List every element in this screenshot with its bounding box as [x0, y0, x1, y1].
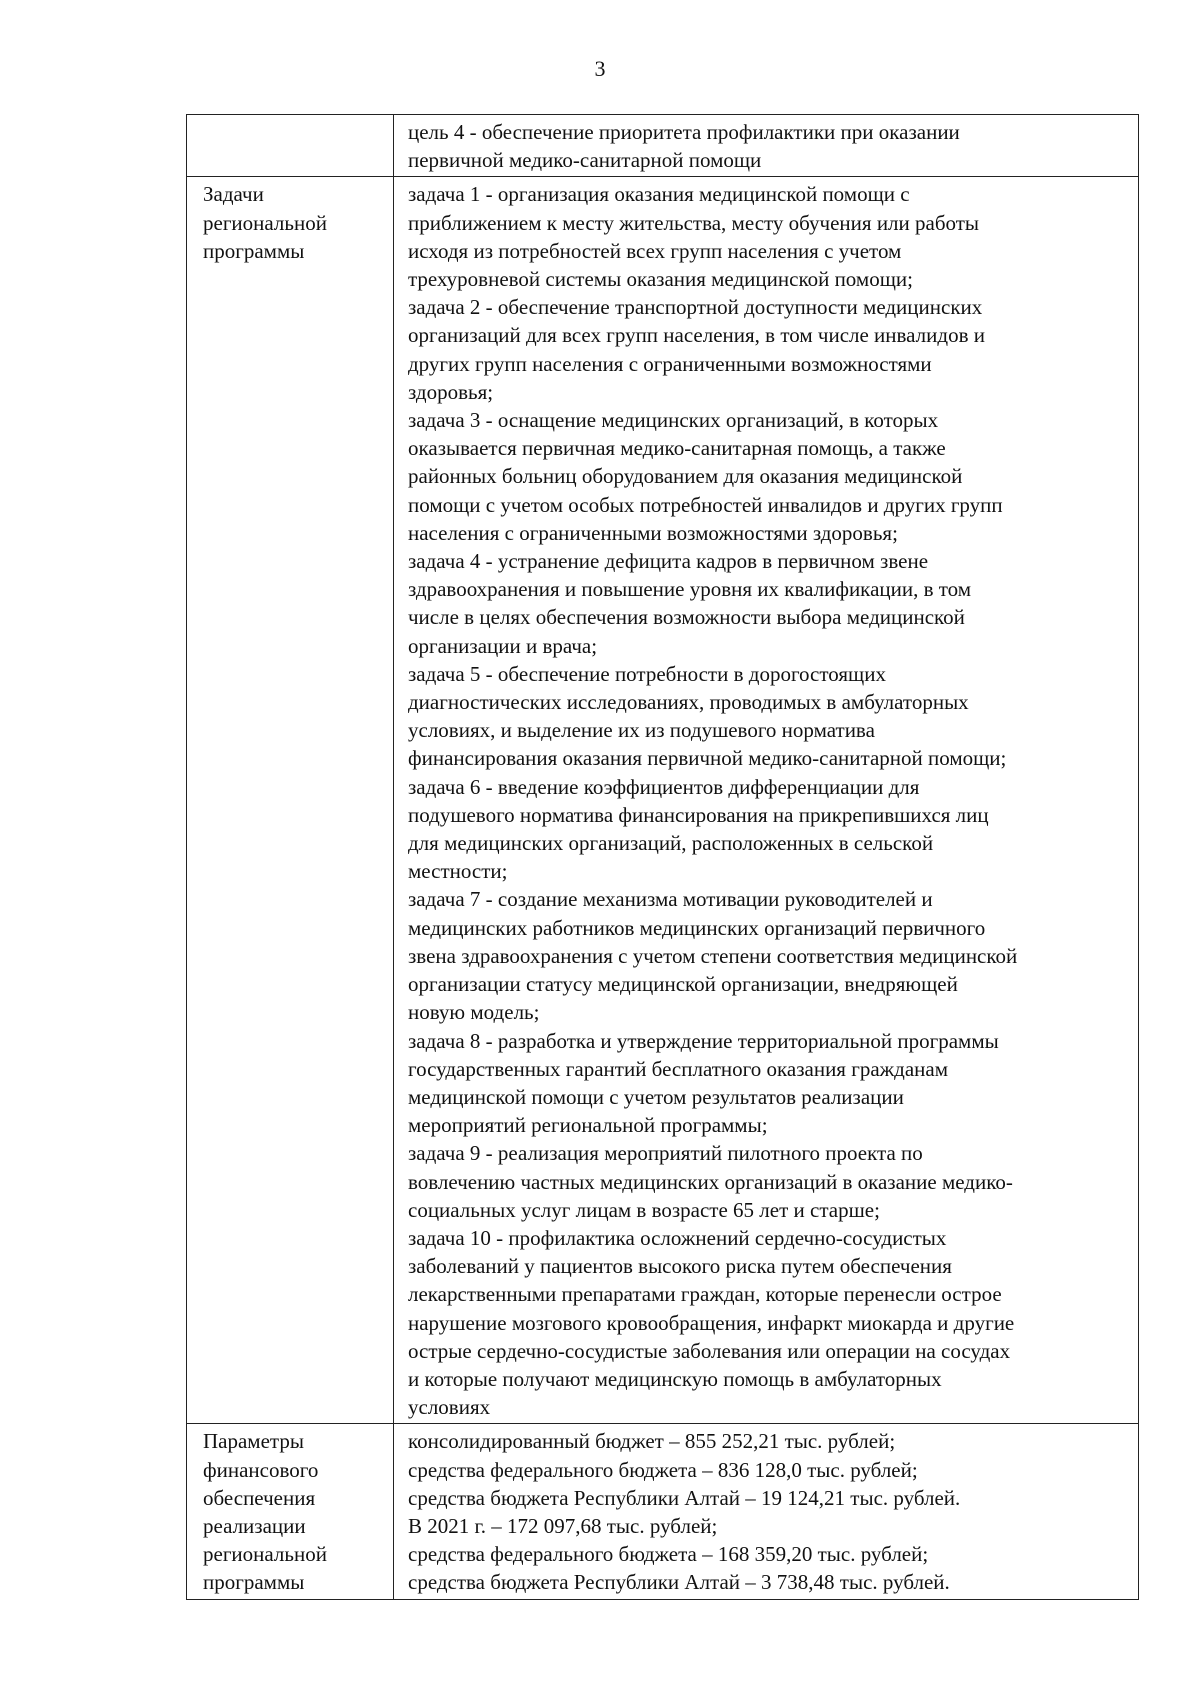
- row-content-line: условиях, и выделение их из подушевого норматива: [408, 718, 875, 743]
- row-content-line: задача 3 - оснащение медицинских организаций, в которых: [408, 408, 939, 433]
- row-label-cell: [187, 115, 394, 177]
- row-content-line: мероприятий региональной программы;: [408, 1113, 768, 1138]
- row-content-line: цель 4 - обеспечение приоритета профилактики при оказании: [408, 120, 960, 144]
- row-content-line: финансирования оказания первичной медико-санитарной помощи;: [408, 746, 1007, 771]
- row-label-line: региональной: [203, 210, 327, 235]
- row-content-cell: [394, 1424, 1139, 1599]
- row-content-line: острые сердечно-сосудистые заболевания или операции на сосудах: [408, 1338, 1011, 1363]
- row-label-line: программы: [203, 1570, 305, 1595]
- row-content-line: первичной медико-санитарной помощи: [408, 148, 762, 173]
- row-content-cell: [394, 115, 1139, 177]
- row-label-line: обеспечения: [203, 1485, 316, 1510]
- row-label-line: финансового: [203, 1457, 319, 1482]
- row-content-line: организации и врача;: [408, 633, 598, 658]
- row-content-line: вовлечению частных медицинских организаций в оказание медико-: [408, 1169, 1013, 1194]
- row-content-line: средства бюджета Республики Алтай – 3 738,48 тыс. рублей.: [408, 1570, 950, 1595]
- row-content-line: нарушение мозгового кровообращения, инфаркт миокарда и другие: [408, 1310, 1015, 1335]
- row-content-line: задача 1 - организация оказания медицинской помощи с: [408, 182, 910, 207]
- row-label-line: реализации: [203, 1513, 306, 1538]
- row-content-line: диагностических исследованиях, проводимых в амбулаторных: [408, 690, 969, 715]
- row-content-line: задача 8 - разработка и утверждение территориальной программы: [408, 1028, 999, 1053]
- row-content-line: консолидированный бюджет – 855 252,21 тыс. рублей;: [408, 1429, 896, 1454]
- row-content-line: исходя из потребностей всех групп населения с учетом: [408, 238, 902, 263]
- row-content-line: числе в целях обеспечения возможности выбора медицинской: [408, 605, 965, 630]
- row-content-cell: [394, 177, 1139, 1424]
- row-label-cell: [187, 1424, 394, 1599]
- row-content-line: средства федерального бюджета – 168 359,20 тыс. рублей;: [408, 1542, 929, 1567]
- page-number: 3: [594, 56, 606, 81]
- row-content-line: подушевого норматива финансирования на прикрепившихся лиц: [408, 802, 989, 827]
- row-content-line: организации статусу медицинской организации, внедряющей: [408, 972, 958, 997]
- row-content-line: для медицинских организаций, расположенных в сельской: [408, 831, 934, 856]
- row-content-line: трехуровневой системы оказания медицинской помощи;: [408, 267, 913, 292]
- row-content-line: здравоохранения и повышение уровня их квалификации, в том: [408, 577, 972, 602]
- row-content-line: заболеваний у пациентов высокого риска путем обеспечения: [408, 1254, 952, 1279]
- row-content-line: организаций для всех групп населения, в том числе инвалидов и: [408, 323, 985, 348]
- row-content-line: государственных гарантий бесплатного оказания гражданам: [408, 1056, 949, 1081]
- row-content-line: задача 5 - обеспечение потребности в дорогостоящих: [408, 661, 886, 686]
- row-content-line: медицинских работников медицинских организаций первичного: [408, 915, 986, 940]
- row-content-line: других групп населения с ограниченными возможностями: [408, 351, 932, 376]
- table-row: [187, 177, 1139, 1424]
- row-label-line: Задачи: [203, 182, 264, 207]
- row-content-line: здоровья;: [408, 379, 494, 404]
- regional-program-table: [186, 114, 1139, 1600]
- row-label-line: региональной: [203, 1542, 327, 1567]
- row-content-line: приближением к месту жительства, месту обучения или работы: [408, 210, 980, 235]
- row-content-line: задача 10 - профилактика осложнений сердечно-сосудистых: [408, 1225, 947, 1250]
- row-content-line: средства бюджета Республики Алтай – 19 124,21 тыс. рублей.: [408, 1485, 961, 1510]
- table-body: [187, 115, 1139, 1600]
- table-row: [187, 1424, 1139, 1599]
- row-content-line: помощи с учетом особых потребностей инвалидов и других групп: [408, 492, 1003, 517]
- row-content-line: лекарственными препаратами граждан, которые перенесли острое: [408, 1282, 1002, 1307]
- row-content-line: В 2021 г. – 172 097,68 тыс. рублей;: [408, 1513, 718, 1538]
- row-content-line: средства федерального бюджета – 836 128,0 тыс. рублей;: [408, 1457, 918, 1482]
- row-label-line: Параметры: [203, 1429, 304, 1454]
- row-label-line: программы: [203, 238, 305, 263]
- row-content-line: социальных услуг лицам в возрасте 65 лет и старше;: [408, 1197, 880, 1222]
- row-label-cell: [187, 177, 394, 1424]
- table-row: [187, 115, 1139, 177]
- row-content-line: населения с ограниченными возможностями здоровья;: [408, 520, 898, 545]
- row-content-line: и которые получают медицинскую помощь в амбулаторных: [408, 1366, 942, 1391]
- row-content-line: звена здравоохранения с учетом степени соответствия медицинской: [408, 943, 1018, 968]
- row-content-line: медицинской помощи с учетом результатов реализации: [408, 1084, 904, 1109]
- row-content-line: оказывается первичная медико-санитарная помощь, а также: [408, 436, 946, 461]
- row-content-line: новую модель;: [408, 1000, 540, 1025]
- row-content-line: задача 6 - введение коэффициентов дифференциации для: [408, 774, 920, 799]
- row-content-line: условиях: [408, 1395, 491, 1420]
- row-content-line: задача 4 - устранение дефицита кадров в первичном звене: [408, 549, 929, 574]
- row-content-line: районных больниц оборудованием для оказания медицинской: [408, 464, 963, 489]
- row-content-line: местности;: [408, 859, 508, 884]
- row-content-line: задача 7 - создание механизма мотивации руководителей и: [408, 887, 933, 912]
- row-content-line: задача 9 - реализация мероприятий пилотного проекта по: [408, 1141, 923, 1166]
- row-content-line: задача 2 - обеспечение транспортной доступности медицинских: [408, 295, 983, 320]
